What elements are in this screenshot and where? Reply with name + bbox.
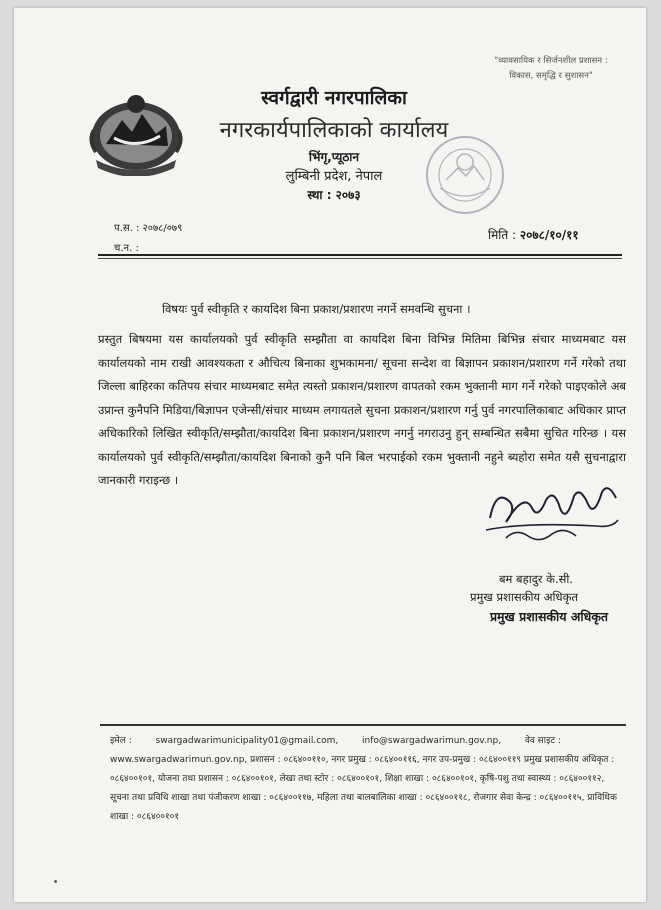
designation-stamp: प्रमुख प्रशासकीय अधिकृत — [489, 609, 609, 624]
footer-contacts: इमेल : swargadwarimunicipality01@gmail.com, info@swargadwarimun.gov.np, वेव साइट : www.swargadwarimun.gov.np, प्रशासन : ०८६४००११०, नगर प्रमुख : ०८६४००११६, नगर उप-प्रमुख : ०८६४००११९ प्रमुख प्रशासकीय अधिकृत : ०८६४००१०१, योजना तथा प्रशासन : ०८६४००१०१, लेखा तथा स्टोर : ०८६४००१०१, शिक्षा शाखा : ०८६४००१०१, कृषि-पशु तथा स्वास्थ्य : ०८६४००११२, सूचना तथा प्रविधि शाखा तथा पंजीकरण शाखा : ०८६४००११७, महिला तथा बालबालिका शाखा : ०८६४००११८, रोजगार सेवा केन्द्र : ०८६४००११५, प्राविधिक शाखा : ०८६४००१०१ — [110, 736, 617, 822]
email-label: इमेल — [110, 736, 126, 746]
header-divider — [98, 254, 622, 256]
website-label: वेव साइट : — [524, 736, 561, 746]
motto-line-1: "व्यावसायिक र सिर्जनशील प्रशासन : — [494, 56, 608, 66]
signature-icon — [476, 478, 626, 548]
motto-line-2: विकास, समृद्धि र सुशासन" — [509, 71, 593, 81]
cn-number: च.न. : — [114, 243, 139, 254]
municipal-seal-icon — [422, 132, 508, 218]
office-province: लुम्बिनी प्रदेश, नेपाल — [285, 169, 383, 184]
office-place: भिंगृ,प्यूठान — [308, 150, 360, 164]
ps-number: प.स. : २०७८/०७९ — [114, 223, 183, 234]
footer-divider — [100, 724, 626, 726]
letter-date: मिति : २०७८/१०/११ — [488, 228, 579, 242]
scan-speck — [54, 880, 57, 883]
established-year: स्था : २०७३ — [307, 188, 361, 202]
letter-subject: विषयः पुर्व स्वीकृति र कायदिश बिना प्रकाश/प्रशारण नगर्ने समवन्धि सुचना । — [162, 302, 471, 316]
footer-phone-list: प्रशासन : ०८६४००११०, नगर प्रमुख : ०८६४००११६, नगर उप-प्रमुख : ०८६४००११९ प्रमुख प्रशासकीय अधिकृत : ०८६४००१०१, योजना तथा प्रशासन : ०८६४००१०१, लेखा तथा स्टोर : ०८६४००१०१, शिक्षा शाखा : ०८६४००१०१, कृषि-पशु तथा स्वास्थ्य : ०८६४००११२, सूचना तथा प्रविधि शाखा तथा पंजीकरण शाखा : ०८६४००११७, महिला तथा बालबालिका शाखा : ०८६४००११८, रोजगार सेवा केन्द्र : ०८६४००११५, प्राविधिक शाखा : ०८६४००१०१ — [110, 755, 617, 822]
letter-body: प्रस्तुत बिषयमा यस कार्यालयको पुर्व स्वीकृति सम्झौता वा कायदिश बिना विभिन्न मितिमा बिभिन्न संचार माध्यमबाट यस कार्यालयको नाम राखी आवश्यकता र औचित्य बिनाका शुभकामना/ सूचना सन्देश वा बिज्ञापन प्रकाशन/प्रशारण गर्ने गरेको तथा जिल्ला बाहिरका कतिपय संचार माध्यमबाट समेत त्यस्तो प्रकाशन/प्रशारण वापतको रकम भुक्तानी माग गर्ने गरेको पाइएकोले अब उप्रान्त कुनैपनि मिडिया/बिज्ञापन एजेन्सी/संचार माध्यम लगायतले सुचना प्रकाशन/प्रशारण गर्नु पुर्व नगरपालिकाबाट अधिकार प्राप्त अधिकारिको लिखित स्वीकृति/सम्झौता/कायदिश बिना प्रकाशन/प्रशारण नगर्नु नगराउनु हुन् सम्बन्धित सबैमा सुचित गरिन्छ । यस कार्यालयको पुर्व स्वीकृति/सम्झौता/कायदिश बिनाको कुनै पनि बिल भरपाईको रकम भुक्तानी नहुने ब्यहोरा समेत यसै सुचनाद्वारा जानकारी गराइन्छ । — [98, 332, 626, 487]
signatory-title: प्रमुख प्रशासकीय अधिकृत — [470, 590, 578, 604]
header-divider-thin — [98, 258, 622, 259]
footer-email-2: info@swargadwarimun.gov.np, — [362, 736, 502, 746]
signatory-name: बम बहादुर के.सी. — [498, 572, 574, 586]
municipality-name: स्वर्गद्वारी नगरपालिका — [261, 87, 407, 109]
motto — [462, 54, 640, 84]
footer-website: www.swargadwarimun.gov.np, — [110, 755, 248, 765]
office-name: नगरकार्यपालिकाको कार्यालय — [219, 118, 449, 143]
footer-email-1: swargadwarimunicipality01@gmail.com, — [155, 736, 339, 746]
letter-page — [14, 8, 646, 902]
